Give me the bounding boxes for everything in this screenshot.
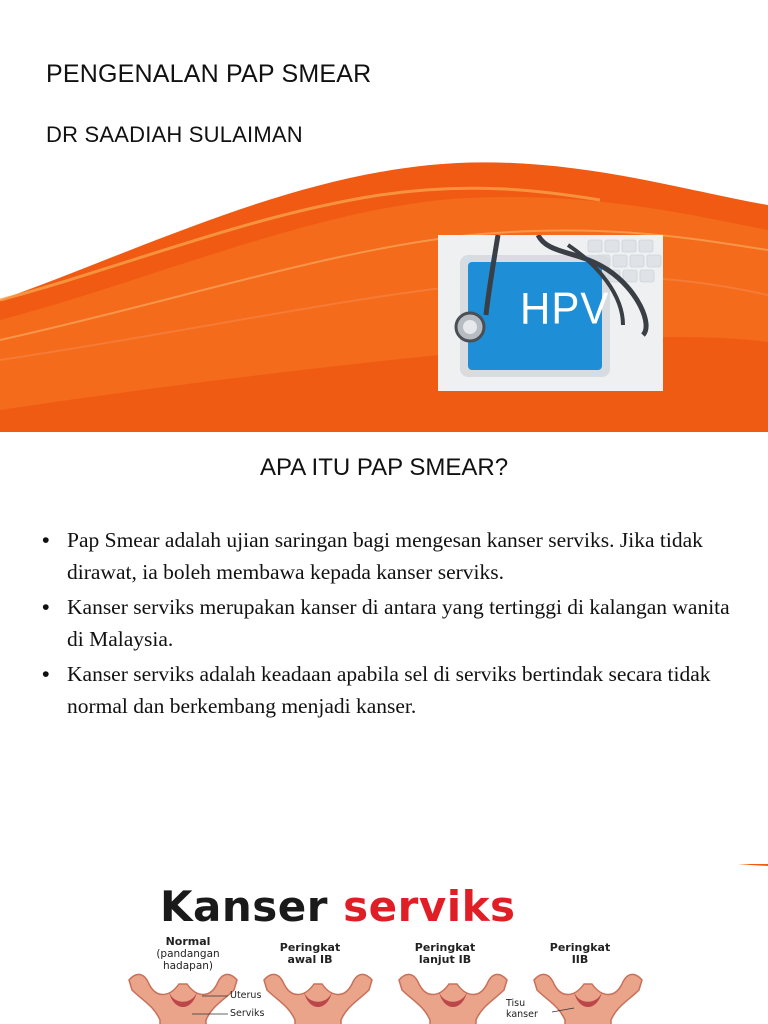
bullet-icon: • [42, 595, 50, 619]
content-slide [0, 432, 768, 864]
list-item [40, 658, 740, 722]
stage-late-ib: Peringkat lanjut IB [414, 941, 476, 966]
hpv-stethoscope-photo [438, 235, 663, 391]
poster-title-word-1: Kanser [160, 882, 328, 931]
stage-label: Normal [165, 935, 211, 948]
bullet-text: Kanser serviks merupakan kanser di antara yang tertinggi di kalangan wanita di Malaysia. [67, 595, 730, 651]
label-uterus: Uterus [230, 990, 262, 1001]
bullet-list [40, 524, 740, 725]
stage-note: (pandangan hadapan) [156, 948, 220, 972]
label-serviks: Serviks [230, 1008, 265, 1019]
hpv-label: HPV [520, 283, 610, 334]
poster-title [160, 882, 516, 931]
poster-title-word-2: serviks [343, 882, 516, 931]
slide-title: APA ITU PAP SMEAR? [259, 454, 509, 481]
label-tisu-kanser: Tisu kanser [506, 998, 538, 1020]
title-slide [0, 0, 768, 432]
diagram-slide [0, 864, 768, 1024]
stage-normal [138, 936, 238, 972]
list-item [40, 591, 740, 655]
cervical-cancer-poster [124, 880, 651, 1024]
bullet-icon: • [42, 662, 50, 686]
bullet-icon: • [42, 528, 50, 552]
stage-early-ib: Peringkat awal IB [279, 941, 341, 966]
slide-subtitle: DR SAADIAH SULAIMAN [46, 122, 303, 147]
slide-title: PENGENALAN PAP SMEAR [46, 60, 372, 88]
bullet-text: Pap Smear adalah ujian saringan bagi mengesan kanser serviks. Jika tidak dirawat, ia boleh membawa kepada kanser serviks. [67, 528, 703, 584]
bullet-text: Kanser serviks adalah keadaan apabila sel di serviks bertindak secara tidak normal dan berkembang menjadi kanser. [67, 662, 711, 718]
stage-iib: Peringkat IIB [549, 941, 611, 966]
list-item [40, 524, 740, 588]
